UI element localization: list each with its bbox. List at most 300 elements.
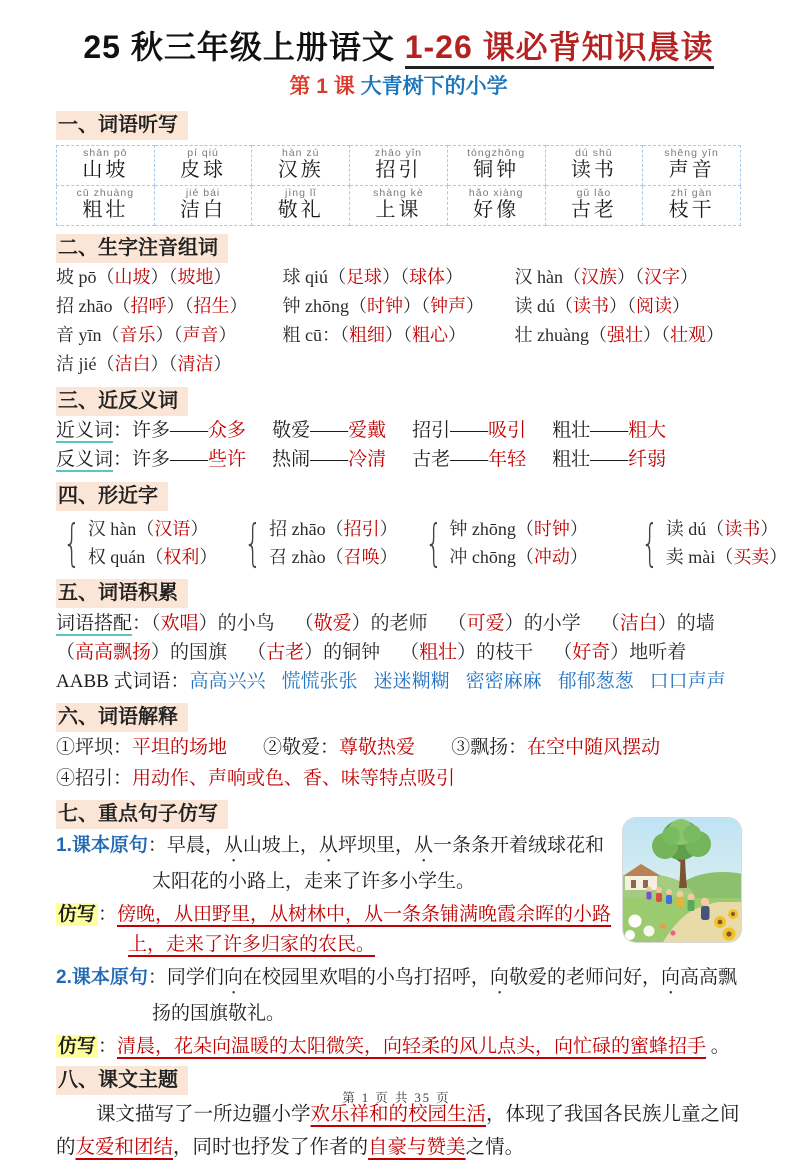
word-label: 声音: [668, 159, 715, 181]
brace-lines: [666, 515, 788, 571]
paren: （: [101, 325, 120, 345]
paren: ）: [351, 613, 371, 634]
example-word: 读书: [572, 296, 609, 316]
pair-left: 粗壮——: [552, 449, 629, 470]
paren: （: [168, 267, 178, 287]
word-pair: [132, 420, 246, 441]
paren: ）: [569, 519, 588, 539]
word-pair: [552, 420, 666, 441]
zuci-list: [56, 263, 741, 379]
paren: （: [325, 519, 344, 539]
row-label: 反义词: [56, 449, 114, 470]
section-3-header: 三、近反义词: [56, 387, 188, 416]
example-word: 招引: [343, 519, 380, 539]
character-pinyin: 粗 cū：: [282, 325, 341, 345]
paren: （: [554, 296, 573, 316]
paren: （: [447, 613, 467, 634]
pinyin-label: tóngzhōng: [467, 147, 526, 159]
theme-highlight: 欢乐祥和的校园生活: [310, 1104, 487, 1125]
dictation-row: [57, 186, 741, 226]
dictation-cell: [447, 146, 545, 186]
paren: ）: [385, 325, 404, 345]
paren: （: [515, 547, 534, 567]
example-word: 粗心: [412, 325, 449, 345]
meaning: 尊敬热爱: [339, 737, 416, 758]
example-word: 足球: [346, 267, 383, 287]
sentence-label: 2.课本原句: [56, 967, 148, 988]
imitation-text: 清晨，花朵向温暖的太阳微笑，向轻柔的风儿点头，向忙碌的蜜蜂招手: [117, 1036, 707, 1057]
example-word: 汉族: [580, 267, 617, 287]
collocation-item: [400, 642, 533, 663]
word-label: 山坡: [82, 159, 129, 181]
paren: ）: [657, 613, 677, 634]
colon: ：: [113, 449, 133, 470]
section-xingjinzi: [56, 482, 788, 572]
pinyin-label: zhī gàn: [670, 187, 713, 199]
theme-text: 之情。: [465, 1137, 525, 1158]
pinyin-label: zhāo yǐn: [374, 147, 423, 159]
paren: ）: [379, 519, 398, 539]
paren: ）: [155, 325, 174, 345]
paren: ）: [608, 296, 627, 316]
brace-line: [88, 515, 218, 543]
paren: （: [400, 267, 410, 287]
definition-item: [56, 768, 455, 789]
term: ①坪坝：: [56, 737, 133, 758]
zuci-entry: [56, 350, 286, 379]
word-pair: [412, 420, 526, 441]
xingjinzi-list: [56, 514, 788, 572]
brace-line: [666, 543, 788, 571]
aabb-word: 慌慌张张: [281, 671, 358, 692]
fill-word: 可爱: [466, 613, 505, 634]
pinyin-label: cū zhuàng: [76, 187, 135, 199]
definition-line: [56, 763, 741, 794]
colon: ：: [147, 835, 167, 856]
paren: ）: [166, 296, 185, 316]
dictation-cell: [57, 186, 155, 226]
character-pinyin: 汉 hàn: [87, 519, 137, 539]
row-label: AABB 式词语：: [56, 671, 190, 692]
lesson-name: 大青树下的小学: [360, 75, 508, 98]
example-word: 钟声: [430, 296, 467, 316]
pinyin-label: hǎo xiàng: [468, 187, 524, 199]
zuci-entry: [283, 321, 515, 350]
example-word: 冲动: [533, 547, 570, 567]
rest: 地听着: [629, 642, 687, 663]
pair-left: 招引——: [412, 420, 489, 441]
paren: ）: [679, 267, 698, 287]
section-1-header: 一、词语听写: [56, 111, 188, 140]
collocation-item: [151, 613, 275, 634]
fill-word: 洁白: [619, 613, 658, 634]
word-label: 招引: [375, 159, 422, 181]
pinyin-label: pí qiú: [187, 147, 219, 159]
paren: （: [184, 296, 194, 316]
example-word: 坡地: [177, 267, 214, 287]
zuci-entry: [56, 321, 283, 350]
character-pinyin: 读 dú: [665, 519, 707, 539]
dictation-cell: [154, 146, 252, 186]
example-word: 声音: [182, 325, 219, 345]
fill-word: 好奇: [572, 642, 611, 663]
paren: ）: [705, 325, 724, 345]
paren: ）: [760, 519, 779, 539]
paren: （: [112, 296, 131, 316]
paren: （: [634, 267, 644, 287]
paren: ）: [642, 325, 661, 345]
tree-school-children-illustration: [623, 818, 741, 942]
definition-item: [56, 737, 227, 758]
word-label: 古老: [570, 199, 617, 221]
pinyin-label: dú shū: [575, 147, 613, 159]
zuci-row: [56, 350, 741, 379]
paren: ）: [448, 325, 467, 345]
pair-left: 粗壮——: [552, 420, 629, 441]
theme-highlight: 自豪与赞美: [368, 1137, 466, 1158]
paren: （: [294, 613, 314, 634]
dictation-cell: [252, 186, 350, 226]
lesson-title: [56, 72, 741, 102]
paren: （: [515, 519, 534, 539]
pair-right: 吸引: [488, 420, 527, 441]
zuci-row: [56, 321, 741, 350]
paren: （: [626, 296, 636, 316]
character-pinyin: 坡 pō: [56, 267, 97, 287]
aabb-word: 高高兴兴: [189, 671, 266, 692]
collocation-item: [553, 642, 686, 663]
word-label: 读书: [570, 159, 617, 181]
paren: ）: [199, 547, 218, 567]
paren: （: [400, 642, 420, 663]
paren: ）: [671, 296, 690, 316]
fill-word: 敬爱: [313, 613, 352, 634]
paren: （: [145, 547, 164, 567]
paren: ）: [213, 354, 232, 374]
brace-icon: {: [424, 514, 443, 572]
paren: （: [340, 325, 350, 345]
brace-group: [237, 515, 397, 571]
synonym-row: [56, 445, 741, 474]
brace-line: [269, 543, 397, 571]
word-pair: [132, 449, 246, 470]
word-label: 枝干: [668, 199, 715, 221]
character-pinyin: 壮 zhuàng: [514, 325, 589, 345]
rest: 的墙: [676, 613, 715, 634]
pinyin-label: gǔ lǎo: [576, 187, 612, 199]
row-label: 词语搭配: [56, 613, 133, 634]
character-pinyin: 汉 hàn: [514, 267, 563, 287]
theme-text: 课文描写了一所边疆小学: [96, 1104, 311, 1125]
zuci-entry: [56, 263, 283, 292]
pair-right: 些许: [208, 449, 247, 470]
pair-left: 敬爱——: [272, 420, 349, 441]
emphasized-char: 从: [413, 835, 433, 856]
pair-right: 爱戴: [348, 420, 387, 441]
paren: ）: [151, 642, 171, 663]
example-word: 山坡: [114, 267, 151, 287]
paren: ）: [218, 325, 237, 345]
brace-line: [666, 515, 788, 543]
example-word: 读书: [724, 519, 761, 539]
aabb-line: [56, 668, 741, 695]
example-word: 洁白: [114, 354, 151, 374]
term: ④招引：: [56, 768, 133, 789]
paren: ）: [569, 547, 588, 567]
fangxie-label: 仿写: [58, 1036, 97, 1057]
paren: （: [173, 325, 183, 345]
section-synonyms: [56, 387, 741, 474]
sentence-label: 1.课本原句: [56, 835, 148, 856]
original-sentence: 1.课本原句：早晨，从山坡上，从坪坝里，从一条条开着绒球花和太阳花的小路上，走来了许多小学生。: [56, 835, 604, 892]
pair-left: 许多——: [132, 449, 209, 470]
word-label: 洁白: [180, 199, 227, 221]
example-word: 汉字: [643, 267, 680, 287]
word-pair: [412, 449, 526, 470]
title-text-red: 1-26 课必背知识晨读: [405, 29, 714, 69]
emphasized-char: 从: [318, 835, 338, 856]
section-dictation: [56, 111, 741, 226]
paren: （: [96, 267, 115, 287]
pinyin-label: shēng yīn: [664, 147, 719, 159]
original-sentence: 2.课本原句：同学们向在校园里欢唱的小鸟打招呼，向敬爱的老师问好，向高高飘扬的国旗敬礼。: [56, 967, 737, 1024]
illustration-graphic: [623, 818, 741, 942]
colon: ：: [147, 967, 167, 988]
page-footer: 第 1 页 共 35 页: [342, 1091, 451, 1105]
word-label: 粗壮: [82, 199, 129, 221]
colon: ：: [98, 904, 118, 925]
word-pair: [272, 420, 386, 441]
collocation-line: [56, 639, 741, 666]
emphasized-char: 向: [489, 967, 509, 988]
paren: （: [715, 547, 734, 567]
collocation-list: [56, 610, 741, 695]
paren: ）: [379, 547, 398, 567]
example-word: 汉语: [154, 519, 191, 539]
brace-lines: [269, 515, 397, 571]
character-pinyin: 读 dú: [514, 296, 555, 316]
paren: ）: [304, 642, 324, 663]
example-word: 阅读: [635, 296, 672, 316]
pinyin-label: shān pō: [83, 147, 128, 159]
dictation-table: [56, 145, 741, 226]
definition-list: [56, 732, 741, 794]
period: 。: [706, 1036, 730, 1057]
example-word: 招呼: [130, 296, 167, 316]
colon: ：: [113, 420, 133, 441]
zuci-entry: [283, 263, 515, 292]
paren: ）: [504, 613, 524, 634]
section-4-header: 四、形近字: [56, 482, 168, 511]
paren: ）: [466, 296, 485, 316]
paren: （: [553, 642, 573, 663]
character-pinyin: 权 quán: [87, 547, 146, 567]
dictation-cell: [447, 186, 545, 226]
theme-text: ，体现了我国各民族儿童之间的: [56, 1104, 740, 1158]
aabb-word: 郁郁葱葱: [557, 671, 634, 692]
paren: （: [325, 547, 344, 567]
fill-word: 高高飘扬: [75, 642, 152, 663]
character-pinyin: 球 qiú: [282, 267, 329, 287]
pair-left: 许多——: [132, 420, 209, 441]
zuci-entry: [514, 321, 741, 350]
imitation-sentence: [56, 900, 624, 960]
brace-group: [418, 515, 588, 571]
paren: ）: [213, 267, 232, 287]
dictation-cell: [350, 146, 448, 186]
synonym-list: [56, 416, 741, 474]
paren: ）: [150, 354, 169, 374]
character-pinyin: 招 zhāo: [269, 519, 326, 539]
pair-left: 热闹——: [272, 449, 349, 470]
word-label: 汉族: [277, 159, 324, 181]
character-pinyin: 钟 zhōng: [282, 296, 350, 316]
word-pair: [552, 449, 666, 470]
character-pinyin: 招 zhāo: [56, 296, 113, 316]
example-word: 清洁: [177, 354, 214, 374]
zuci-entry: [514, 292, 741, 321]
word-label: 好像: [473, 199, 520, 221]
dictation-cell: [350, 186, 448, 226]
brace-icon: {: [641, 514, 659, 572]
colon: ：: [98, 1036, 118, 1057]
zuci-entry: [56, 292, 283, 321]
synonym-row: [56, 416, 741, 445]
pair-right: 年轻: [488, 449, 527, 470]
term: ②敬爱：: [263, 737, 340, 758]
example-word: 音乐: [119, 325, 156, 345]
emphasized-char: 从: [223, 835, 243, 856]
meaning: 用动作、声响或色、香、味等特点吸引: [132, 768, 456, 789]
example-word: 权利: [163, 547, 200, 567]
example-word: 壮观: [669, 325, 706, 345]
emphasized-char: 向: [660, 967, 680, 988]
term: ③飘扬：: [451, 737, 528, 758]
brace-line: [449, 515, 588, 543]
rest: 的小鸟: [217, 613, 275, 634]
collocation-line: [56, 610, 741, 637]
collocation-item: [56, 642, 227, 663]
title-text-black: 25 秋三年级上册语文: [83, 29, 405, 65]
paren: ）: [445, 267, 464, 287]
word-label: 上课: [375, 199, 422, 221]
meaning: 平坦的场地: [132, 737, 228, 758]
section-theme: [56, 1066, 741, 1164]
pair-right: 纤弱: [628, 449, 667, 470]
character-pinyin: 音 yīn: [56, 325, 102, 345]
collocation-item: [247, 642, 380, 663]
paren: （: [168, 354, 178, 374]
paren: ）: [457, 642, 477, 663]
definition-item: [263, 737, 415, 758]
section-definitions: [56, 703, 741, 794]
section-accumulation: [56, 579, 741, 695]
row-label: 近义词: [56, 420, 114, 441]
aabb-word: 迷迷糊糊: [373, 671, 450, 692]
word-label: 皮球: [180, 159, 227, 181]
section-7-header: 七、重点句子仿写: [56, 800, 228, 829]
aabb-word: 口口声声: [649, 671, 726, 692]
pair-right: 冷清: [348, 449, 387, 470]
example-word: 时钟: [533, 519, 570, 539]
collocation-item: [601, 613, 715, 634]
section-zuci: [56, 234, 741, 379]
brace-line: [269, 515, 397, 543]
meaning: 在空中随风摆动: [527, 737, 661, 758]
aabb-word: 密密麻麻: [465, 671, 542, 692]
paren: ）: [610, 642, 630, 663]
dictation-row: [57, 146, 741, 186]
paren: （: [349, 296, 368, 316]
zuci-row: [56, 292, 741, 321]
colon: ：: [132, 613, 152, 634]
character-pinyin: 洁 jié: [56, 354, 97, 374]
paren: （: [328, 267, 347, 287]
paren: （: [588, 325, 607, 345]
fill-word: 欢唱: [160, 613, 199, 634]
example-word: 召唤: [343, 547, 380, 567]
word-label: 敬礼: [277, 199, 324, 221]
imitation-sentence: [56, 1032, 740, 1062]
brace-icon: {: [63, 514, 81, 572]
paren: （: [96, 354, 115, 374]
theme-paragraph: [56, 1098, 741, 1164]
fill-word: 古老: [266, 642, 305, 663]
paren: ）: [616, 267, 635, 287]
pinyin-label: jié bái: [185, 187, 221, 199]
paren: （: [56, 642, 76, 663]
dictation-cell: [57, 146, 155, 186]
example-word: 招生: [193, 296, 230, 316]
paren: ）: [150, 267, 169, 287]
imitation-text: 傍晚，从田野里，从树林中，从一条条铺满晚霞余晖的小路上，走来了许多归家的农民。: [117, 904, 612, 955]
pair-right: 粗大: [628, 420, 667, 441]
definition-line: [56, 732, 741, 763]
dictation-cell: [545, 186, 643, 226]
section-5-header: 五、词语积累: [56, 579, 188, 608]
paren: （: [421, 296, 431, 316]
lesson-number: 第 1 课: [289, 75, 361, 98]
example-word: 买卖: [733, 547, 770, 567]
pair-left: 古老——: [412, 449, 489, 470]
paren: ）: [403, 296, 422, 316]
rest: 的小学: [523, 613, 581, 634]
paren: （: [562, 267, 581, 287]
section-2-header: 二、生字注音组词: [56, 234, 228, 263]
example-word: 强壮: [606, 325, 643, 345]
paren: （: [247, 642, 267, 663]
example-word: 时钟: [367, 296, 404, 316]
dictation-cell: [154, 186, 252, 226]
character-pinyin: 卖 mài: [665, 547, 716, 567]
rest: 的国旗: [170, 642, 228, 663]
example-word: 粗细: [349, 325, 386, 345]
paren: （: [600, 613, 620, 634]
section-sentences: [56, 800, 741, 1062]
pinyin-label: jìng lǐ: [285, 187, 317, 199]
fill-word: 粗壮: [419, 642, 458, 663]
paren: （: [706, 519, 725, 539]
brace-line: [88, 543, 218, 571]
dictation-cell: [545, 146, 643, 186]
rest: 的铜钟: [323, 642, 381, 663]
theme-highlight: 友爱和团结: [75, 1137, 174, 1158]
definition-item: [451, 737, 660, 758]
emphasized-char: 向: [223, 967, 243, 988]
paren: ）: [769, 547, 788, 567]
example-word: 球体: [409, 267, 446, 287]
word-pair: [272, 449, 386, 470]
